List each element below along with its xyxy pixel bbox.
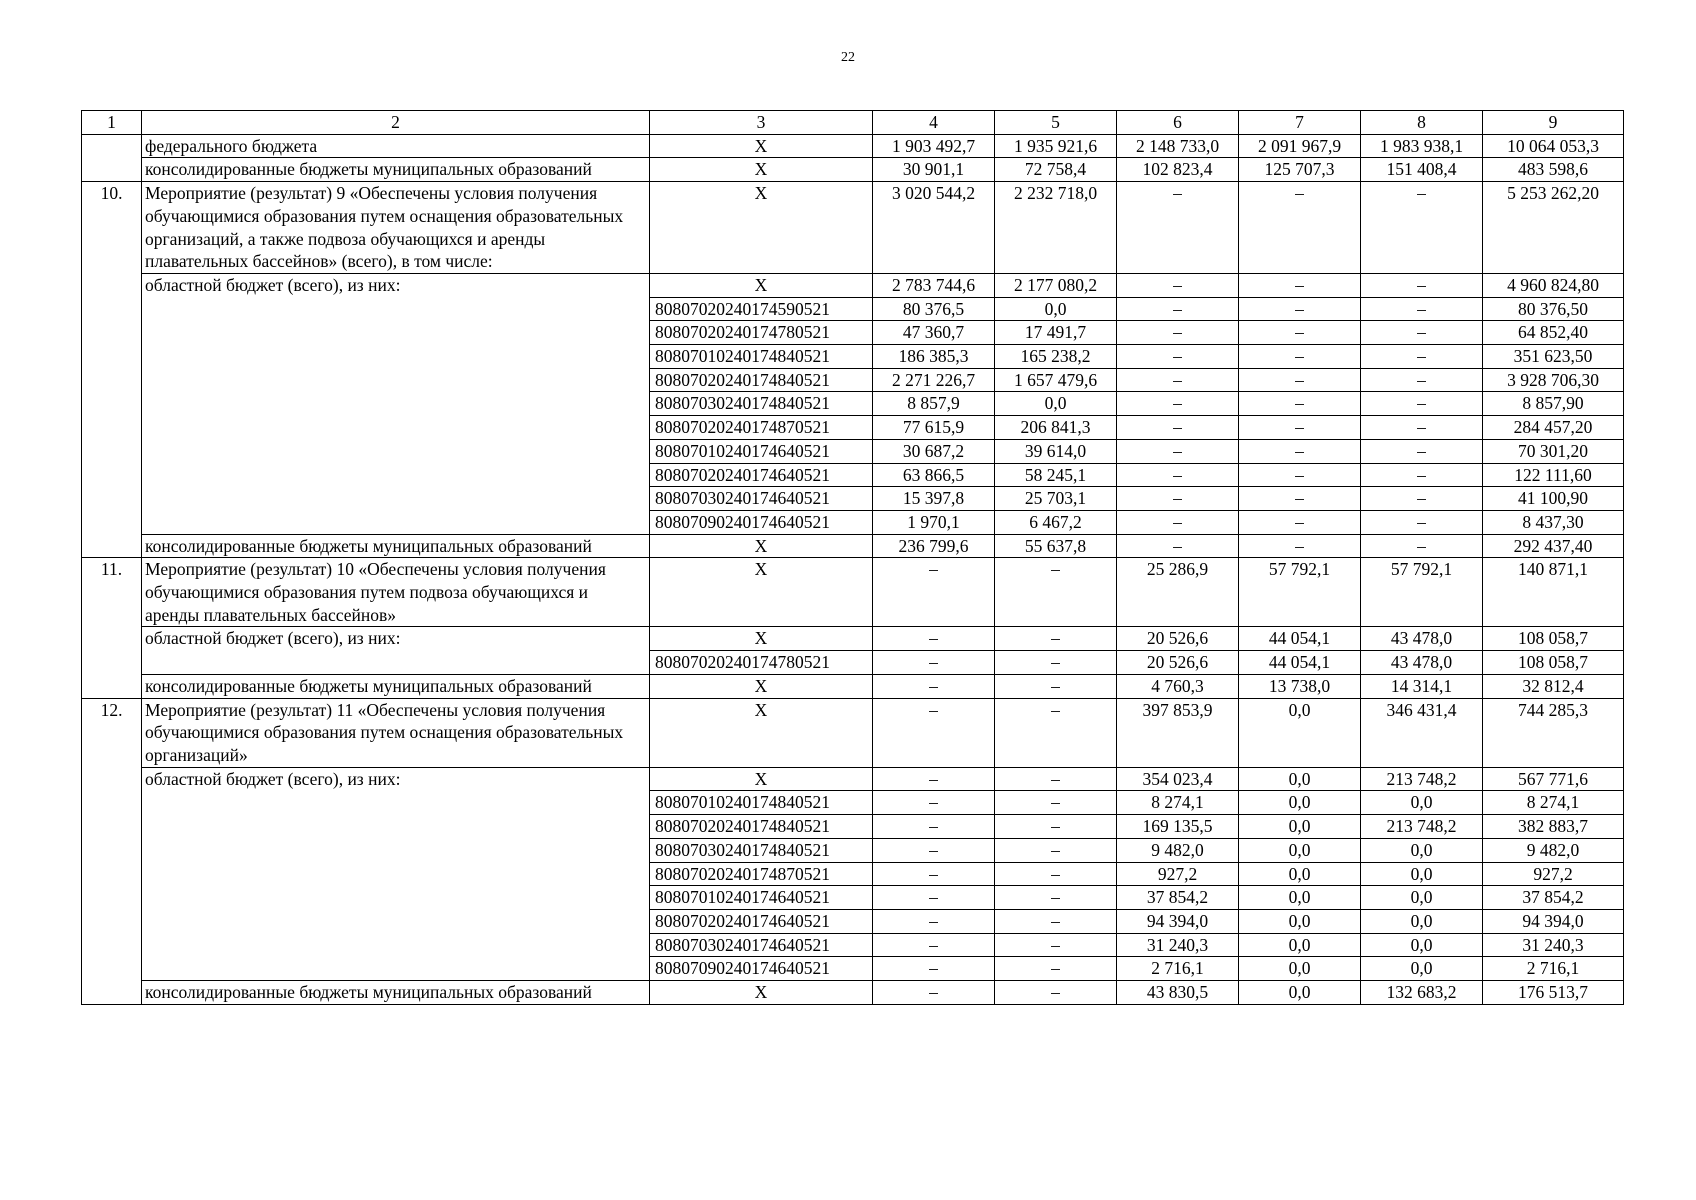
header-cell: 4 xyxy=(873,111,995,135)
value-6: – xyxy=(1117,487,1239,511)
value-4: – xyxy=(873,815,995,839)
value-8: 43 478,0 xyxy=(1361,627,1483,651)
value-8: – xyxy=(1361,345,1483,369)
value-9: 2 716,1 xyxy=(1483,957,1624,981)
table-row xyxy=(82,981,1624,1005)
value-8: – xyxy=(1361,182,1483,274)
value-6: – xyxy=(1117,345,1239,369)
value-4: 15 397,8 xyxy=(873,487,995,511)
row-label: федерального бюджета xyxy=(142,134,650,158)
value-4: – xyxy=(873,981,995,1005)
value-4: – xyxy=(873,767,995,791)
value-5: – xyxy=(995,838,1117,862)
value-7: – xyxy=(1239,273,1361,297)
value-9: 80 376,50 xyxy=(1483,297,1624,321)
value-8: 57 792,1 xyxy=(1361,558,1483,627)
header-cell: 7 xyxy=(1239,111,1361,135)
value-8: 0,0 xyxy=(1361,838,1483,862)
value-8: 0,0 xyxy=(1361,791,1483,815)
header-cell: 9 xyxy=(1483,111,1624,135)
value-5: 39 614,0 xyxy=(995,439,1117,463)
value-5: 1 657 479,6 xyxy=(995,368,1117,392)
value-9: 32 812,4 xyxy=(1483,674,1624,698)
budget-table xyxy=(81,110,1624,1005)
value-7: – xyxy=(1239,368,1361,392)
value-4: – xyxy=(873,698,995,767)
value-9: 5 253 262,20 xyxy=(1483,182,1624,274)
value-7: 125 707,3 xyxy=(1239,158,1361,182)
value-7: 0,0 xyxy=(1239,909,1361,933)
value-9: 108 058,7 xyxy=(1483,651,1624,675)
value-8: – xyxy=(1361,297,1483,321)
budget-code: X xyxy=(650,558,873,627)
value-7: – xyxy=(1239,345,1361,369)
table-row xyxy=(82,534,1624,558)
budget-code: 80807030240174840521 xyxy=(650,392,873,416)
budget-code: 80807020240174780521 xyxy=(650,321,873,345)
value-9: 351 623,50 xyxy=(1483,345,1624,369)
value-8: – xyxy=(1361,487,1483,511)
table-row xyxy=(82,182,1624,274)
value-8: 213 748,2 xyxy=(1361,767,1483,791)
value-8: 0,0 xyxy=(1361,909,1483,933)
value-8: 213 748,2 xyxy=(1361,815,1483,839)
value-6: 9 482,0 xyxy=(1117,838,1239,862)
value-7: 0,0 xyxy=(1239,957,1361,981)
value-7: – xyxy=(1239,321,1361,345)
budget-code: X xyxy=(650,134,873,158)
value-5: – xyxy=(995,909,1117,933)
value-8: 1 983 938,1 xyxy=(1361,134,1483,158)
value-9: 567 771,6 xyxy=(1483,767,1624,791)
row-number: 11. xyxy=(82,558,142,698)
row-label: консолидированные бюджеты муниципальных образований xyxy=(142,534,650,558)
row-label: Мероприятие (результат) 10 «Обеспечены условия получения обучающимися образования путем подвоза обучающихся и аренды плавательных бассейнов» xyxy=(142,558,650,627)
value-6: – xyxy=(1117,392,1239,416)
budget-code: 80807090240174640521 xyxy=(650,510,873,534)
value-8: 132 683,2 xyxy=(1361,981,1483,1005)
budget-code: 80807020240174590521 xyxy=(650,297,873,321)
value-9: 8 857,90 xyxy=(1483,392,1624,416)
value-8: 14 314,1 xyxy=(1361,674,1483,698)
value-4: – xyxy=(873,791,995,815)
value-5: 25 703,1 xyxy=(995,487,1117,511)
value-7: 13 738,0 xyxy=(1239,674,1361,698)
budget-code: X xyxy=(650,981,873,1005)
value-5: 58 245,1 xyxy=(995,463,1117,487)
value-6: 31 240,3 xyxy=(1117,933,1239,957)
value-9: 3 928 706,30 xyxy=(1483,368,1624,392)
value-6: 102 823,4 xyxy=(1117,158,1239,182)
value-9: 64 852,40 xyxy=(1483,321,1624,345)
value-5: – xyxy=(995,957,1117,981)
value-4: 63 866,5 xyxy=(873,463,995,487)
value-9: 31 240,3 xyxy=(1483,933,1624,957)
value-7: – xyxy=(1239,487,1361,511)
value-6: 8 274,1 xyxy=(1117,791,1239,815)
budget-code: 80807010240174840521 xyxy=(650,791,873,815)
value-4: – xyxy=(873,933,995,957)
value-5: 6 467,2 xyxy=(995,510,1117,534)
value-4: 1 903 492,7 xyxy=(873,134,995,158)
value-9: 140 871,1 xyxy=(1483,558,1624,627)
value-6: 43 830,5 xyxy=(1117,981,1239,1005)
value-7: 0,0 xyxy=(1239,933,1361,957)
budget-code: 80807010240174640521 xyxy=(650,439,873,463)
value-5: – xyxy=(995,558,1117,627)
value-4: 1 970,1 xyxy=(873,510,995,534)
header-cell: 5 xyxy=(995,111,1117,135)
budget-code: 80807020240174870521 xyxy=(650,416,873,440)
value-7: 57 792,1 xyxy=(1239,558,1361,627)
value-6: 169 135,5 xyxy=(1117,815,1239,839)
table-row xyxy=(82,558,1624,627)
value-6: – xyxy=(1117,368,1239,392)
value-9: 8 274,1 xyxy=(1483,791,1624,815)
row-number: 10. xyxy=(82,182,142,558)
value-9: 927,2 xyxy=(1483,862,1624,886)
value-7: 0,0 xyxy=(1239,815,1361,839)
value-5: – xyxy=(995,981,1117,1005)
value-9: 292 437,40 xyxy=(1483,534,1624,558)
budget-code: 80807030240174840521 xyxy=(650,838,873,862)
value-4: – xyxy=(873,886,995,910)
row-label: областной бюджет (всего), из них: xyxy=(142,273,650,534)
value-7: – xyxy=(1239,510,1361,534)
value-8: – xyxy=(1361,463,1483,487)
header-cell: 2 xyxy=(142,111,650,135)
value-9: 41 100,90 xyxy=(1483,487,1624,511)
budget-code: 80807020240174840521 xyxy=(650,368,873,392)
value-8: – xyxy=(1361,416,1483,440)
value-9: 70 301,20 xyxy=(1483,439,1624,463)
value-4: – xyxy=(873,909,995,933)
value-4: 186 385,3 xyxy=(873,345,995,369)
value-5: – xyxy=(995,767,1117,791)
table-row xyxy=(82,134,1624,158)
value-4: 77 615,9 xyxy=(873,416,995,440)
value-7: 44 054,1 xyxy=(1239,651,1361,675)
page-number: 22 xyxy=(841,50,855,65)
budget-code: X xyxy=(650,158,873,182)
value-5: – xyxy=(995,651,1117,675)
value-7: – xyxy=(1239,463,1361,487)
value-9: 284 457,20 xyxy=(1483,416,1624,440)
value-8: – xyxy=(1361,321,1483,345)
table-row xyxy=(82,698,1624,767)
value-6: 4 760,3 xyxy=(1117,674,1239,698)
value-4: 236 799,6 xyxy=(873,534,995,558)
value-5: – xyxy=(995,862,1117,886)
value-8: – xyxy=(1361,534,1483,558)
budget-code: X xyxy=(650,674,873,698)
value-7: 0,0 xyxy=(1239,791,1361,815)
row-number xyxy=(82,134,142,181)
header-row xyxy=(82,111,1624,135)
value-5: 2 232 718,0 xyxy=(995,182,1117,274)
value-9: 483 598,6 xyxy=(1483,158,1624,182)
value-5: – xyxy=(995,886,1117,910)
value-4: 30 901,1 xyxy=(873,158,995,182)
value-5: – xyxy=(995,674,1117,698)
value-5: – xyxy=(995,627,1117,651)
value-8: 151 408,4 xyxy=(1361,158,1483,182)
value-9: 744 285,3 xyxy=(1483,698,1624,767)
value-7: – xyxy=(1239,534,1361,558)
budget-code: X xyxy=(650,273,873,297)
value-7: 0,0 xyxy=(1239,981,1361,1005)
row-label: областной бюджет (всего), из них: xyxy=(142,627,650,674)
value-5: 0,0 xyxy=(995,297,1117,321)
value-4: – xyxy=(873,627,995,651)
value-6: 20 526,6 xyxy=(1117,651,1239,675)
budget-code: 80807020240174640521 xyxy=(650,909,873,933)
value-5: 1 935 921,6 xyxy=(995,134,1117,158)
value-6: 927,2 xyxy=(1117,862,1239,886)
header-cell: 6 xyxy=(1117,111,1239,135)
row-label: областной бюджет (всего), из них: xyxy=(142,767,650,980)
budget-code: X xyxy=(650,182,873,274)
value-5: – xyxy=(995,791,1117,815)
row-number: 12. xyxy=(82,698,142,1004)
value-6: 37 854,2 xyxy=(1117,886,1239,910)
value-9: 10 064 053,3 xyxy=(1483,134,1624,158)
budget-code: 80807010240174840521 xyxy=(650,345,873,369)
value-7: 44 054,1 xyxy=(1239,627,1361,651)
value-7: 0,0 xyxy=(1239,886,1361,910)
row-label: консолидированные бюджеты муниципальных образований xyxy=(142,158,650,182)
value-6: – xyxy=(1117,273,1239,297)
table-row xyxy=(82,627,1624,651)
value-8: 0,0 xyxy=(1361,886,1483,910)
value-9: 122 111,60 xyxy=(1483,463,1624,487)
value-6: 397 853,9 xyxy=(1117,698,1239,767)
value-6: – xyxy=(1117,510,1239,534)
value-4: – xyxy=(873,862,995,886)
value-7: – xyxy=(1239,416,1361,440)
value-7: – xyxy=(1239,297,1361,321)
budget-code: 80807020240174780521 xyxy=(650,651,873,675)
value-4: 30 687,2 xyxy=(873,439,995,463)
budget-code: X xyxy=(650,767,873,791)
value-8: 346 431,4 xyxy=(1361,698,1483,767)
value-8: 0,0 xyxy=(1361,957,1483,981)
value-8: – xyxy=(1361,510,1483,534)
value-9: 37 854,2 xyxy=(1483,886,1624,910)
header-cell: 1 xyxy=(82,111,142,135)
value-5: – xyxy=(995,933,1117,957)
value-6: 94 394,0 xyxy=(1117,909,1239,933)
value-8: – xyxy=(1361,439,1483,463)
row-label: Мероприятие (результат) 11 «Обеспечены условия получения обучающимися образования путем оснащения образовательных организаций» xyxy=(142,698,650,767)
value-4: – xyxy=(873,558,995,627)
value-6: 2 148 733,0 xyxy=(1117,134,1239,158)
value-5: 206 841,3 xyxy=(995,416,1117,440)
budget-code: X xyxy=(650,534,873,558)
value-5: 17 491,7 xyxy=(995,321,1117,345)
budget-code: 80807010240174640521 xyxy=(650,886,873,910)
value-8: 0,0 xyxy=(1361,862,1483,886)
value-6: 20 526,6 xyxy=(1117,627,1239,651)
header-cell: 8 xyxy=(1361,111,1483,135)
value-4: – xyxy=(873,838,995,862)
header-cell: 3 xyxy=(650,111,873,135)
value-4: 3 020 544,2 xyxy=(873,182,995,274)
value-7: – xyxy=(1239,182,1361,274)
table-row xyxy=(82,273,1624,297)
value-5: – xyxy=(995,815,1117,839)
value-9: 9 482,0 xyxy=(1483,838,1624,862)
value-8: 0,0 xyxy=(1361,933,1483,957)
budget-code: 80807030240174640521 xyxy=(650,487,873,511)
value-6: – xyxy=(1117,321,1239,345)
value-4: – xyxy=(873,957,995,981)
value-7: 0,0 xyxy=(1239,767,1361,791)
budget-code: X xyxy=(650,698,873,767)
value-9: 382 883,7 xyxy=(1483,815,1624,839)
value-4: – xyxy=(873,651,995,675)
budget-code: 80807020240174840521 xyxy=(650,815,873,839)
value-4: 80 376,5 xyxy=(873,297,995,321)
budget-code: X xyxy=(650,627,873,651)
value-6: 2 716,1 xyxy=(1117,957,1239,981)
value-8: – xyxy=(1361,368,1483,392)
value-9: 94 394,0 xyxy=(1483,909,1624,933)
value-8: – xyxy=(1361,392,1483,416)
value-4: 2 271 226,7 xyxy=(873,368,995,392)
value-6: 25 286,9 xyxy=(1117,558,1239,627)
value-7: 0,0 xyxy=(1239,698,1361,767)
value-9: 176 513,7 xyxy=(1483,981,1624,1005)
value-7: – xyxy=(1239,439,1361,463)
table-row xyxy=(82,158,1624,182)
value-5: – xyxy=(995,698,1117,767)
value-6: 354 023,4 xyxy=(1117,767,1239,791)
value-6: – xyxy=(1117,463,1239,487)
value-4: – xyxy=(873,674,995,698)
value-7: 0,0 xyxy=(1239,838,1361,862)
value-6: – xyxy=(1117,416,1239,440)
budget-code: 80807030240174640521 xyxy=(650,933,873,957)
value-5: 165 238,2 xyxy=(995,345,1117,369)
budget-code: 80807020240174640521 xyxy=(650,463,873,487)
row-label: консолидированные бюджеты муниципальных образований xyxy=(142,981,650,1005)
row-label: консолидированные бюджеты муниципальных образований xyxy=(142,674,650,698)
table-row xyxy=(82,767,1624,791)
value-5: 72 758,4 xyxy=(995,158,1117,182)
value-8: 43 478,0 xyxy=(1361,651,1483,675)
budget-code: 80807090240174640521 xyxy=(650,957,873,981)
value-4: 8 857,9 xyxy=(873,392,995,416)
value-9: 8 437,30 xyxy=(1483,510,1624,534)
value-4: 47 360,7 xyxy=(873,321,995,345)
value-9: 108 058,7 xyxy=(1483,627,1624,651)
value-7: 2 091 967,9 xyxy=(1239,134,1361,158)
value-6: – xyxy=(1117,182,1239,274)
value-9: 4 960 824,80 xyxy=(1483,273,1624,297)
value-8: – xyxy=(1361,273,1483,297)
value-5: 2 177 080,2 xyxy=(995,273,1117,297)
row-label: Мероприятие (результат) 9 «Обеспечены условия получения обучающимися образования путем оснащения образовательных организаций, а также подвоза обучающихся и аренды плавательных бассейнов» (всего), в том числе: xyxy=(142,182,650,274)
value-7: 0,0 xyxy=(1239,862,1361,886)
value-6: – xyxy=(1117,534,1239,558)
budget-code: 80807020240174870521 xyxy=(650,862,873,886)
value-6: – xyxy=(1117,439,1239,463)
table-row xyxy=(82,674,1624,698)
value-7: – xyxy=(1239,392,1361,416)
value-5: 0,0 xyxy=(995,392,1117,416)
value-6: – xyxy=(1117,297,1239,321)
value-4: 2 783 744,6 xyxy=(873,273,995,297)
value-5: 55 637,8 xyxy=(995,534,1117,558)
